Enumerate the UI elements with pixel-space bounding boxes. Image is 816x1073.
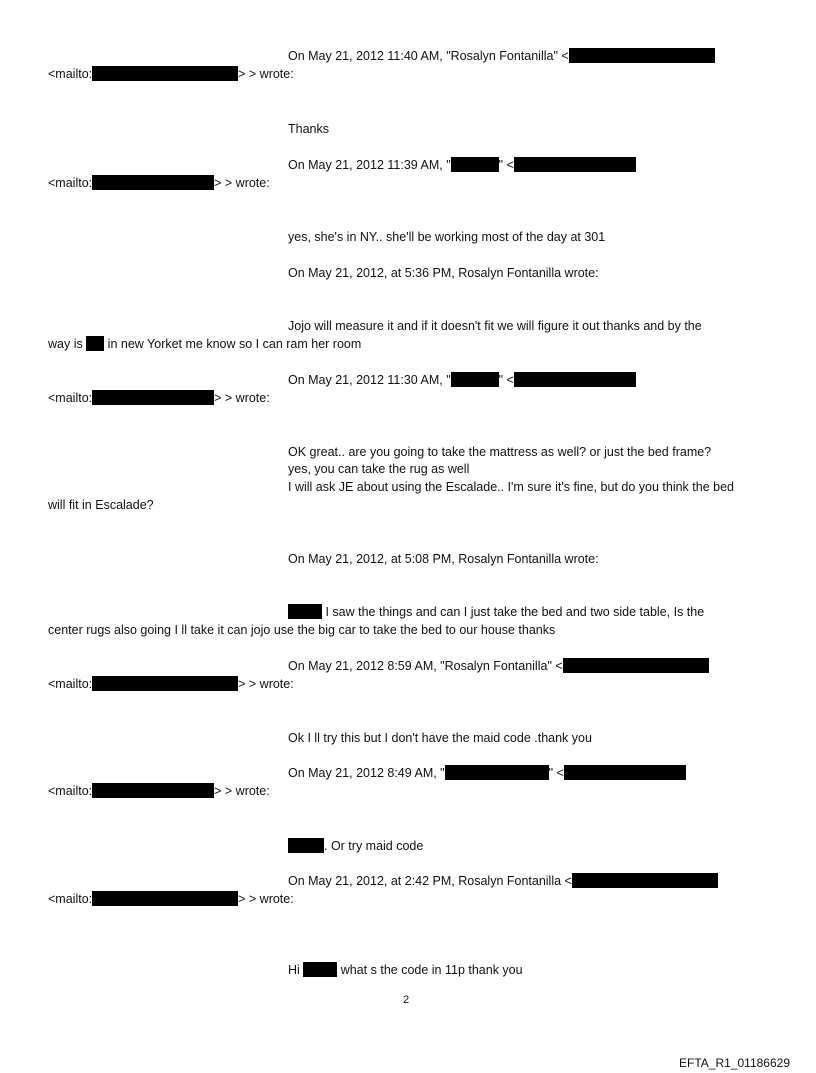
email-header-line [288,372,636,388]
redaction-bar [92,676,238,691]
header-text: " < [498,373,514,387]
message-fragment: what s the code in 11p thank you [337,963,523,977]
message-text: Jojo will measure it and if it doesn't fit we will figure it out thanks and by the [288,319,702,333]
email-header-line [288,765,686,781]
email-header-line [288,48,715,64]
header-text: " < [498,158,514,172]
redaction-bar [92,891,238,906]
wrote-text: > > wrote: [238,677,294,691]
header-text: On May 21, 2012 8:59 AM, "Rosalyn Fontanilla" < [288,659,563,673]
mailto-prefix: <mailto: [48,892,93,906]
redaction-bar [92,66,238,81]
redaction-bar [569,48,715,63]
mailto-line [48,390,270,406]
redaction-bar [572,873,718,888]
redaction-bar [445,765,549,780]
redaction-bar [514,157,636,172]
message-text: OK great.. are you going to take the mattress as well? or just the bed frame? [288,445,712,459]
header-text: On May 21, 2012 11:30 AM, " [288,373,451,387]
redaction-bar [92,390,214,405]
email-header-line [288,157,636,173]
message-fragment: Hi [288,963,304,977]
message-text [288,604,704,620]
message-fragment: . Or try maid code [324,839,424,853]
redaction-bar [563,658,709,673]
message-fragment: I saw the things and can I just take the bed and two side table, Is the [322,605,705,619]
email-header-line: On May 21, 2012, at 5:36 PM, Rosalyn Fontanilla wrote: [288,266,599,280]
message-text: center rugs also going I ll take it can jojo use the big car to take the bed to our house thanks [48,623,556,637]
mailto-line [48,783,270,799]
redaction-bar [514,372,636,387]
message-text: Ok I ll try this but I don't have the maid code .thank you [288,731,592,745]
message-text: will fit in Escalade? [48,498,154,512]
header-text: On May 21, 2012 11:39 AM, " [288,158,451,172]
document-id-footer: EFTA_R1_01186629 [679,1056,790,1070]
wrote-text: > > wrote: [238,67,294,81]
message-text [288,962,523,978]
header-text: On May 21, 2012 8:49 AM, " [288,766,445,780]
redaction-bar [451,157,499,172]
message-text: Thanks [288,122,329,136]
redaction-bar [92,783,214,798]
message-fragment: way is [48,337,87,351]
message-text [48,336,361,352]
message-text: I will ask JE about using the Escalade.. I'm sure it's fine, but do you think the bed [288,480,734,494]
wrote-text: > > wrote: [214,391,270,405]
mailto-line [48,66,294,82]
mailto-prefix: <mailto: [48,784,93,798]
mailto-prefix: <mailto: [48,391,93,405]
email-header-line [288,658,709,674]
redaction-bar [451,372,499,387]
redaction-bar [86,336,104,351]
wrote-text: > > wrote: [214,784,270,798]
message-text [288,838,423,854]
message-text: yes, you can take the rug as well [288,462,470,476]
header-text: On May 21, 2012 11:40 AM, "Rosalyn Fontanilla" < [288,49,569,63]
redaction-bar [288,604,322,619]
mailto-prefix: <mailto: [48,677,93,691]
message-fragment: in new Yorket me know so I can ram her room [104,337,362,351]
redaction-bar [564,765,686,780]
email-header-line [288,873,718,889]
message-text: yes, she's in NY.. she'll be working most of the day at 301 [288,230,606,244]
redaction-bar [303,962,337,977]
wrote-text: > > wrote: [238,892,294,906]
mailto-line [48,175,270,191]
header-text: On May 21, 2012, at 2:42 PM, Rosalyn Fontanilla < [288,874,572,888]
page-number: 2 [403,994,410,1006]
redaction-bar [288,838,324,853]
wrote-text: > > wrote: [214,176,270,190]
redaction-bar [92,175,214,190]
mailto-prefix: <mailto: [48,176,93,190]
header-text: " < [548,766,564,780]
mailto-line [48,676,294,692]
mailto-prefix: <mailto: [48,67,93,81]
email-header-line: On May 21, 2012, at 5:08 PM, Rosalyn Fontanilla wrote: [288,552,599,566]
mailto-line [48,891,294,907]
